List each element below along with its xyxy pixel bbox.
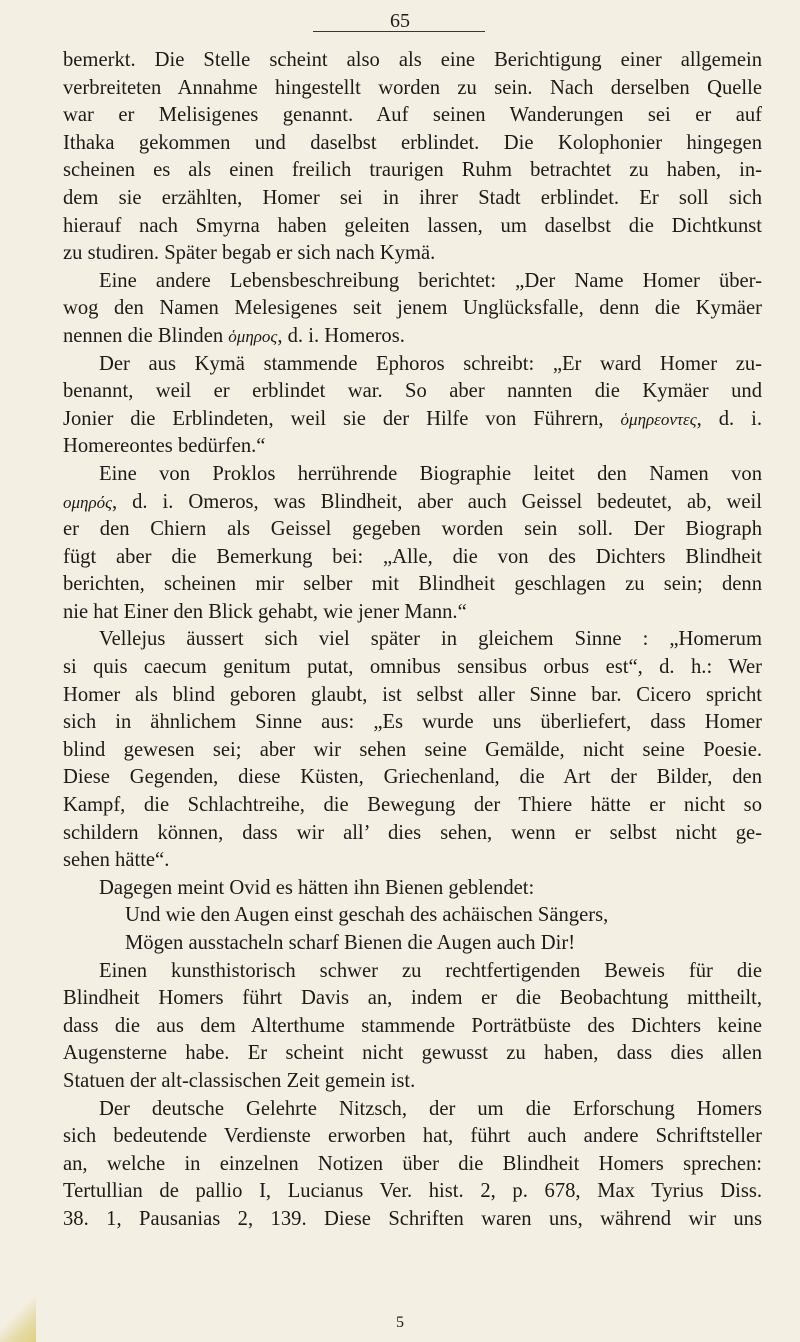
text-line	[63, 295, 762, 323]
text-line	[63, 1123, 762, 1151]
text-run: Und wie den Augen einst geschah des achäischen Sängers,	[125, 904, 609, 927]
page-number: 65	[390, 10, 410, 32]
body-text	[63, 47, 762, 1234]
text-run: Eine von Proklos herrührende Biographie leitet den Namen von	[99, 462, 762, 485]
text-line	[63, 516, 762, 544]
signature-mark: 5	[396, 1314, 404, 1331]
text-line	[63, 489, 762, 517]
text-line	[63, 461, 762, 489]
text-run: hierauf nach Smyrna haben geleiten lassen, um daselbst die Dichtkunst	[63, 214, 762, 237]
text-line	[63, 1068, 762, 1096]
text-line	[63, 958, 762, 986]
text-line	[63, 1206, 762, 1234]
text-line	[63, 820, 762, 848]
text-run: sich bedeutende Verdienste erworben hat, führt auch andere Schriftsteller	[63, 1125, 762, 1148]
page-edge-stain	[0, 1296, 36, 1342]
text-run: nie hat Einer den Blick gehabt, wie jener Mann.“	[63, 600, 467, 623]
text-run: nennen die Blinden	[63, 324, 229, 347]
text-run: Statuen der alt-classischen Zeit gemein ist.	[63, 1069, 416, 1092]
greek-word: ὁμηρεοντες	[620, 409, 697, 429]
text-run: an, welche in einzelnen Notizen über die Blindheit Homers sprechen:	[63, 1152, 762, 1175]
text-line	[63, 240, 762, 268]
text-run: Diese Gegenden, diese Küsten, Griechenland, die Art der Bilder, den	[63, 766, 762, 789]
text-line	[63, 1096, 762, 1124]
text-run: Homereontes bedürfen.“	[63, 435, 266, 458]
text-run: , d. i. Homeros.	[277, 324, 405, 347]
text-run: blind gewesen sei; aber wir sehen seine Gemälde, nicht seine Poesie.	[63, 738, 762, 761]
text-run: Augensterne habe. Er scheint nicht gewusst zu haben, dass dies allen	[63, 1042, 762, 1065]
text-line	[63, 626, 762, 654]
text-line	[63, 268, 762, 296]
text-run: Kampf, die Schlachtreihe, die Bewegung der Thiere hätte er nicht so	[63, 794, 762, 817]
text-run: sich in ähnlichem Sinne aus: „Es wurde uns überliefert, dass Homer	[63, 711, 762, 734]
text-line	[63, 1013, 762, 1041]
text-run: verbreiteten Annahme hingestellt worden zu sein. Nach derselben Quelle	[63, 76, 762, 99]
text-run: Ithaka gekommen und daselbst erblindet. Die Kolophonier hingegen	[63, 131, 762, 154]
text-line	[63, 433, 762, 461]
text-line	[63, 654, 762, 682]
text-run: Mögen ausstacheln scharf Bienen die Augen auch Dir!	[125, 932, 576, 954]
text-run: Blindheit Homers führt Davis an, indem er die Beobachtung mittheilt,	[63, 987, 762, 1010]
text-line	[63, 130, 762, 158]
text-line	[63, 875, 762, 903]
text-run: , d. i.	[696, 407, 762, 430]
text-run: Dagegen meint Ovid es hätten ihn Bienen geblendet:	[99, 876, 535, 899]
text-run: dem sie erzählten, Homer sei in ihrer Stadt erblindet. Er soll sich	[63, 186, 762, 209]
text-line	[63, 682, 762, 710]
text-line	[63, 75, 762, 103]
text-run: Tertullian de pallio I, Lucianus Ver. hist. 2, p. 678, Max Tyrius Diss.	[63, 1180, 762, 1203]
text-run: war er Melisigenes genannt. Auf seinen Wanderungen sei er auf	[63, 104, 762, 127]
text-line	[63, 985, 762, 1013]
text-line	[63, 406, 762, 434]
text-line	[63, 930, 762, 958]
text-line	[63, 102, 762, 130]
text-line	[63, 157, 762, 185]
text-run: er den Chiern als Geissel gegeben worden sein soll. Der Biograph	[63, 518, 762, 541]
text-line	[63, 847, 762, 875]
text-line	[63, 213, 762, 241]
text-run: sehen hätte“.	[63, 849, 170, 872]
text-run: fügt aber die Bemerkung bei: „Alle, die von des Dichters Blindheit	[63, 545, 762, 568]
text-line	[63, 544, 762, 572]
text-run: dass die aus dem Alterthume stammende Porträtbüste des Dichters keine	[63, 1014, 762, 1037]
text-run: Homer als blind geboren glaubt, ist selbst aller Sinne bar. Cicero spricht	[63, 683, 762, 706]
text-line	[63, 1178, 762, 1206]
greek-word: ὁμηρος	[228, 326, 278, 346]
text-line	[63, 571, 762, 599]
text-line	[63, 185, 762, 213]
text-run: Eine andere Lebensbeschreibung berichtet: „Der Name Homer über-	[99, 269, 762, 292]
text-run: bemerkt. Die Stelle scheint also als eine Berichtigung einer allgemein	[63, 49, 762, 71]
text-line	[63, 1040, 762, 1068]
header-rule	[313, 31, 485, 32]
text-run: Einen kunsthistorisch schwer zu rechtfertigenden Beweis für die	[99, 959, 762, 982]
text-run: scheinen es als einen freilich traurigen Ruhm betrachtet zu haben, in-	[63, 159, 762, 182]
text-run: zu studiren. Später begab er sich nach Kymä.	[63, 242, 436, 265]
text-line	[63, 378, 762, 406]
text-line	[63, 764, 762, 792]
text-line	[63, 792, 762, 820]
text-line	[63, 323, 762, 351]
text-run: schildern können, dass wir all’ dies sehen, wenn er selbst nicht ge-	[63, 821, 762, 844]
text-run: berichten, scheinen mir selber mit Blindheit geschlagen zu sein; denn	[63, 573, 762, 596]
text-line	[63, 1151, 762, 1179]
greek-word: ομηρός	[63, 492, 113, 512]
text-run: Der deutsche Gelehrte Nitzsch, der um die Erforschung Homers	[99, 1097, 762, 1120]
text-line	[63, 599, 762, 627]
text-line	[63, 902, 762, 930]
text-line	[63, 351, 762, 379]
text-run: Vellejus äussert sich viel später in gleichem Sinne : „Homerum	[99, 628, 762, 651]
text-run: Der aus Kymä stammende Ephoros schreibt: „Er ward Homer zu-	[99, 352, 762, 375]
text-line	[63, 709, 762, 737]
text-run: 38. 1, Pausanias 2, 139. Diese Schriften waren uns, während wir uns	[63, 1207, 762, 1230]
text-run: benannt, weil er erblindet war. So aber nannten die Kymäer und	[63, 380, 762, 403]
text-run: wog den Namen Melesigenes seit jenem Unglücksfalle, denn die Kymäer	[63, 297, 762, 320]
text-line	[63, 47, 762, 75]
text-run: , d. i. Omeros, was Blindheit, aber auch Geissel bedeutet, ab, weil	[112, 490, 762, 513]
text-line	[63, 737, 762, 765]
text-run: si quis caecum genitum putat, omnibus sensibus orbus est“, d. h.: Wer	[63, 656, 762, 679]
text-run: Jonier die Erblindeten, weil sie der Hilfe von Führern,	[63, 407, 621, 430]
